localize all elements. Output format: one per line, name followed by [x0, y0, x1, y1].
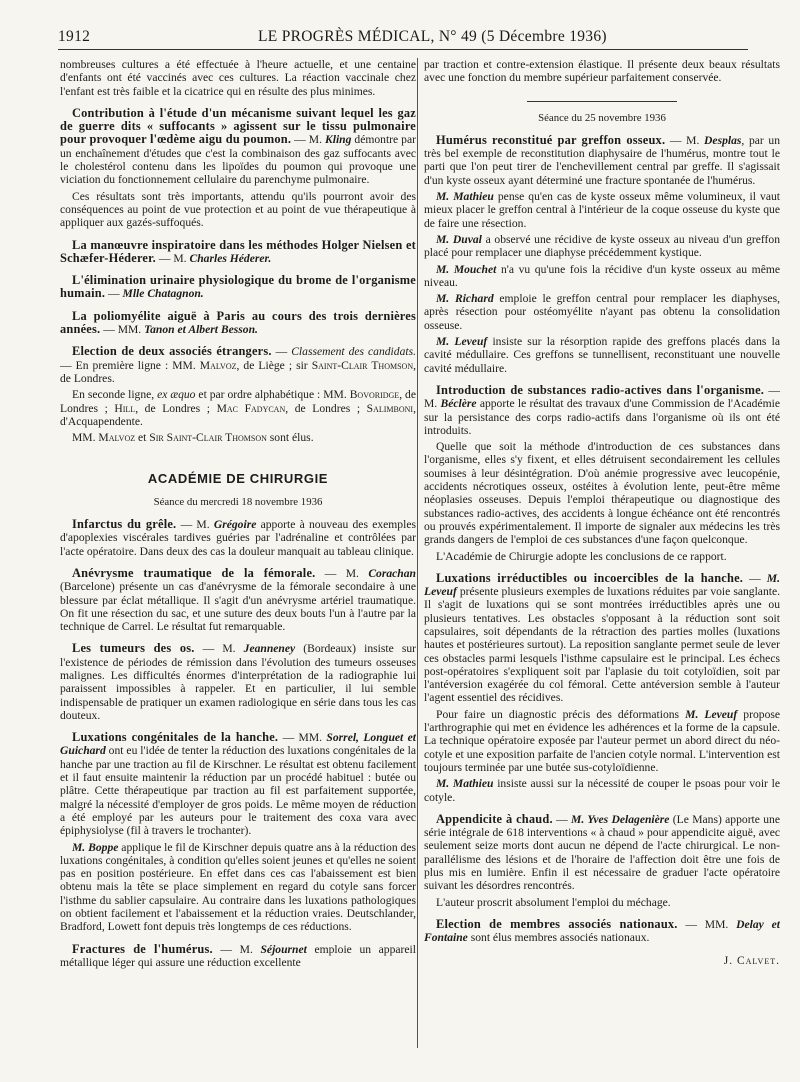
article-heading: Introduction de substances radio-actives dans l'organisme. — [436, 382, 765, 397]
article-heading: Humérus reconstitué par greffon osseux. — [436, 132, 666, 147]
paragraph: M. Mouchet n'a vu qu'une fois la récidive d'un kyste osseux au même niveau. — [424, 262, 780, 289]
article-heading: Luxations congénitales de la hanche. — [72, 730, 279, 745]
column-divider — [417, 58, 418, 1048]
article-heading: Luxations irréductibles ou incoercibles de la hanche. — [436, 570, 744, 585]
paragraph: L'Académie de Chirurgie adopte les conclusions de ce rapport. — [436, 549, 727, 563]
article-heading: Les tumeurs des os. — [72, 641, 195, 656]
author-name: M. Mouchet — [436, 262, 497, 276]
author-name: Kling — [324, 133, 352, 147]
article-heading: Contribution à l'étude d'un mécanisme suivant lequel les gaz de guerre dits « suffocants » agissent sur le tissu pulmonaire pour provoquer l'œdème aigu du poumon. — [60, 105, 416, 147]
article-heading: Fractures de l'humérus. — [72, 941, 213, 956]
author-name: M. Mathieu — [436, 190, 494, 204]
paragraph: MM. Malvoz et Sir Saint-Clair Thomson sont élus. — [72, 431, 314, 445]
author-name: Tanon et Albert Besson. — [144, 323, 258, 337]
author-name: Mlle Chatagnon. — [122, 287, 204, 301]
article-heading: Appendicite à chaud. — [436, 811, 553, 826]
article-gaz-suffocants: Contribution à l'étude d'un mécanisme suivant lequel les gaz de guerre dits « suffocants » agissent sur le tissu pulmonaire pour provoquer l'œdème aigu du poumon. — M. Kling démontre par un enchaînement d'études que c'est la combinaison des gaz suffocants avec le cholestérol contenu dans les lipoïdes du poumon qui provoque une viciation du fonctionnement cellulaire du parenchyme pulmonaire. — [60, 105, 416, 187]
article-manoeuvre: La manœuvre inspiratoire dans les méthodes Holger Nielsen et Schæfer-Héderer. — M. Charles Héderer. — [60, 237, 416, 265]
author-name: Grégoire — [213, 518, 257, 532]
section-title: ACADÉMIE DE CHIRURGIE — [147, 471, 329, 487]
journal-title: LE PROGRÈS MÉDICAL, N° 49 (5 Décembre 1936) — [258, 28, 607, 45]
author-name: Desplas — [704, 133, 742, 147]
paragraph: M. Boppe applique le fil de Kirschner depuis quatre ans à la réduction des luxations congénitales, à condition qu'elles soient jeunes et qu'elles ne soient pas en position postérieure. En effet dans ces cas l'abaissement est bien obtenu mais la tête se place simplement en regard du cotyle sans forcer l'isthme du sablier capsulaire. Au contraire dans les luxations pathologiques on obtient facilement et l'abaissement et la réduction vraies. Deutschlander, Bradford, Lowett font depuis très longtemps de ces réductions. — [60, 840, 416, 934]
session-date: Séance du 25 novembre 1936 — [538, 111, 666, 124]
author-name: M. Leveuf — [436, 335, 488, 349]
author-name: M. Duval — [436, 232, 482, 246]
author-name: M. Boppe — [72, 840, 119, 854]
author-name: Charles Héderer. — [189, 251, 272, 265]
article-elimination-brome: L'élimination urinaire physiologique du brome de l'organisme humain. — Mlle Chatagnon. — [60, 273, 416, 301]
article-heading: La poliomyélite aiguë à Paris au cours des trois dernières années. — [60, 308, 416, 337]
intro-paragraph: par traction et contre-extension élastique. Il présente deux beaux résultats avec une fonction du membre supérieur parfaitement conservée. — [424, 58, 780, 85]
paragraph: M. Mathieu insiste aussi sur la nécessité de couper le psoas pour voir le cotyle. — [424, 777, 780, 804]
paragraph: Pour faire un diagnostic précis des déformations M. Leveuf propose l'arthrographie qui met en évidence les adhérences et la forme de la capsule. La technique opératoire exposée par l'auteur permet un abord direct du néo-cotyle et une exposition parfaite de l'ancien cotyle normal. L'intervention est toujours terminée par une butée sus-cotyloïdienne. — [424, 707, 780, 774]
author-name: Delay et Fontaine — [424, 917, 780, 945]
article-infarctus: Infarctus du grêle. — M. Grégoire apporte à nouveau des exemples d'apoplexies viscérales tardives guéries par l'adrénaline et contrôlées par l'acte opératoire. Dans deux des cas la douleur manquait au tableau clinique. — [60, 517, 416, 558]
article-humerus-greffon: Humérus reconstitué par greffon osseux. — M. Desplas, par un très bel exemple de reconstitution diaphysaire de l'humérus, montre tout le parti que l'on peut tirer de l'enchevillement central par greffe. Il s'agissait d'un kyste osseux ayant déterminé une fracture spontanée de l'humérus. — [424, 132, 780, 187]
article-radio-actives: Introduction de substances radio-actives dans l'organisme. — M. Béclère apporte le résultat des travaux d'une Commission de l'Académie sur la persistance des corps radio-actifs dans l'organisme où ils ont été introduits. — [424, 382, 780, 437]
paragraph: En seconde ligne, ex æquo et par ordre alphabétique : MM. Bovoridge, de Londres ; Hill, de Londres ; Mac Fadycan, de Londres ; Salimboni, d'Acquapendente. — [60, 388, 416, 428]
article-tumeurs-os: Les tumeurs des os. — M. Jeanneney (Bordeaux) insiste sur l'existence de périodes de rémission dans l'évolution des tumeurs osseuses malignes. Les difficultés énormes d'interprétation de la radiographie lui paraissent impossibles à rappeler. Et en particulier, il lui semble indispensable de pratiquer un examen radiologique en série dans tous les cas douteux. — [60, 641, 416, 722]
author-name: M. Mathieu — [436, 777, 494, 791]
paragraph: Quelle que soit la méthode d'introduction de ces substances dans l'organisme, elles s'y fixent, et elles détruisent secondairement les cellules soumises à leur désintégration. D'où anémie progressive avec leucopénie, accidents nécrotiques osseux, ostéites à évolution lente, peut-être même néoplasies osseuses. Depuis l'emploi thérapeutique ou diagnostique des substances radio-actives, des accidents à longue échéance ont été rencontrés ou prouvés expérimentalement. Il importe de signaler aux médecins les très grands dangers de l'emploi de ces substances d'une façon quelconque. — [424, 440, 780, 547]
running-header — [58, 28, 748, 48]
article-fractures-humerus: Fractures de l'humérus. — M. Séjournet emploie un appareil métallique léger qui assure une réduction excellente — [60, 941, 416, 969]
article-heading: L'élimination urinaire physiologique du brome de l'organisme humain. — [60, 273, 416, 301]
article-heading: La manœuvre inspiratoire dans les méthodes Holger Nielsen et Schæfer-Héderer. — [60, 237, 416, 265]
session-date: Séance du mercredi 18 novembre 1936 — [153, 495, 323, 508]
separator-rule — [527, 101, 677, 102]
article-luxations-irreductibles: Luxations irréductibles ou incoercibles de la hanche. — M. Leveuf présente plusieurs exemples de luxations réduites par voie sanglante. Il s'agit de luxations qui se sont montrées irréductibles après une ou plusieurs tentatives. Les obstacles s'opposant à la réduction sont soit capsulaires, soit dépendants de la rétraction des parties molles (luxations hautes et postérieures surtout). La reposition sanglante permet seule de lever ces obstacles parmi lesquels l'isthme capsulaire est le principal. Les échecs post-opératoires s'expliquent soit par l'aplasie du toit cotyloïdien, soit par l'antéversion exagérée du col fémoral. Cette antéversion semble à l'auteur l'agent essentiel des récidives. — [424, 570, 780, 705]
page-number: 1912 — [58, 28, 91, 45]
article-election-membres: Election de membres associés nationaux. — MM. Delay et Fontaine sont élus membres associés nationaux. — [424, 916, 780, 945]
author-name: M. Richard — [436, 292, 494, 306]
paragraph: L'auteur proscrit absolument l'emploi du méchage. — [436, 895, 671, 909]
article-heading: Election de membres associés nationaux. — [436, 916, 678, 931]
author-name: Sorrel, Longuet et Guichard — [60, 731, 416, 758]
author-name: Séjournet — [260, 942, 307, 956]
paragraph: M. Leveuf insiste sur la résorption rapide des greffons placés dans la cavité médullaire. Ces greffons se tunnellisent, reconstituant une nouvelle cavité médullaire. — [424, 335, 780, 375]
article-poliomyelite: La poliomyélite aiguë à Paris au cours des trois dernières années. — MM. Tanon et Albert Besson. — [60, 308, 416, 337]
author-name: M. Leveuf — [685, 707, 738, 721]
article-election-associes: Election de deux associés étrangers. — Classement des candidats. — En première ligne : MM. Malvoz, de Liège ; sir Saint-Clair Thomson, de Londres. — [60, 344, 416, 385]
article-heading: Infarctus du grêle. — [72, 517, 177, 532]
article-anevrysme: Anévrysme traumatique de la fémorale. — M. Corachan (Barcelone) présente un cas d'anévrysme de la fémorale secondaire à une blessure par éclat métallique. Il s'agit d'un anévrysme artériel traumatique. On fit une résection du sac, et une suture des deux bouts l'un à l'autre par la technique de Carrel. Le résultat fut remarquable. — [60, 565, 416, 634]
article-appendicite: Appendicite à chaud. — M. Yves Delagenière (Le Mans) apporte une série intégrale de 618 interventions « à chaud » pour appendicite aiguë, avec seulement seize morts dont aucun ne dépend de l'acte chirurgical. Le non-parallélisme des lésions et de l'horaire de l'affection doit être une fois de plus mis en lumière. Enfin il est nécessaire de graduer l'acte opératoire suivant les désordres rencontrés. — [424, 811, 780, 893]
article-heading: Election de deux associés étrangers. — [72, 344, 272, 359]
left-column — [60, 58, 416, 1068]
paragraph: M. Richard emploie le greffon central pour remplacer les diaphyses, après résection pour ostéomyélite n'ayant pas obtenu la consolidation osseuse. — [424, 292, 780, 332]
signature: J. Calvet. — [723, 954, 780, 967]
header-rule — [58, 49, 748, 50]
right-column — [424, 58, 780, 1068]
intro-paragraph: nombreuses cultures a été effectuée à l'heure actuelle, et une centaine d'enfants ont été vaccinés avec ces cultures. La réaction vaccinale chez l'enfant est très faible et la cicatrice qui en résulte des plus minimes. — [60, 58, 416, 98]
author-name: M. Yves Delagenière — [571, 812, 670, 826]
paragraph: M. Duval a observé une récidive de kyste osseux au niveau d'un greffon placé pour remplacer une diaphyse précédemment kystique. — [424, 232, 780, 260]
article-heading: Anévrysme traumatique de la fémorale. — [72, 565, 316, 580]
article-luxations-congenitales: Luxations congénitales de la hanche. — MM. Sorrel, Longuet et Guichard ont eu l'idée de tenter la réduction des luxations congénitales de la hanche par une traction au fil de Kirschner. Le résultat est obtenu facilement et il faut ensuite maintenir la réduction par un procédé habituel : butée ou plâtre. Cette thérapeutique par traction au fil est parfaitement supportée, malgré la nécessité d'employer de gros poids. Le même moyen de réduction a été employé par les auteurs pour le traitement des coxa vara avec épiphysiolyse (fil à travers le trochanter). — [60, 730, 416, 838]
paragraph: M. Mathieu pense qu'en cas de kyste osseux même volumineux, il vaut mieux placer le greffon central à l'intérieur de la coque osseuse du kyste que de faire une résection. — [424, 190, 780, 230]
author-name: Corachan — [368, 566, 416, 580]
paragraph: Ces résultats sont très importants, attendu qu'ils pourront avoir des conséquences au point de vue protection et au point de vue thérapeutique à appliquer aux gazés-suffoqués. — [60, 189, 416, 230]
author-name: Jeanneney — [243, 642, 296, 656]
author-name: Béclère — [440, 397, 477, 411]
author-name: M. Leveuf — [424, 571, 780, 599]
